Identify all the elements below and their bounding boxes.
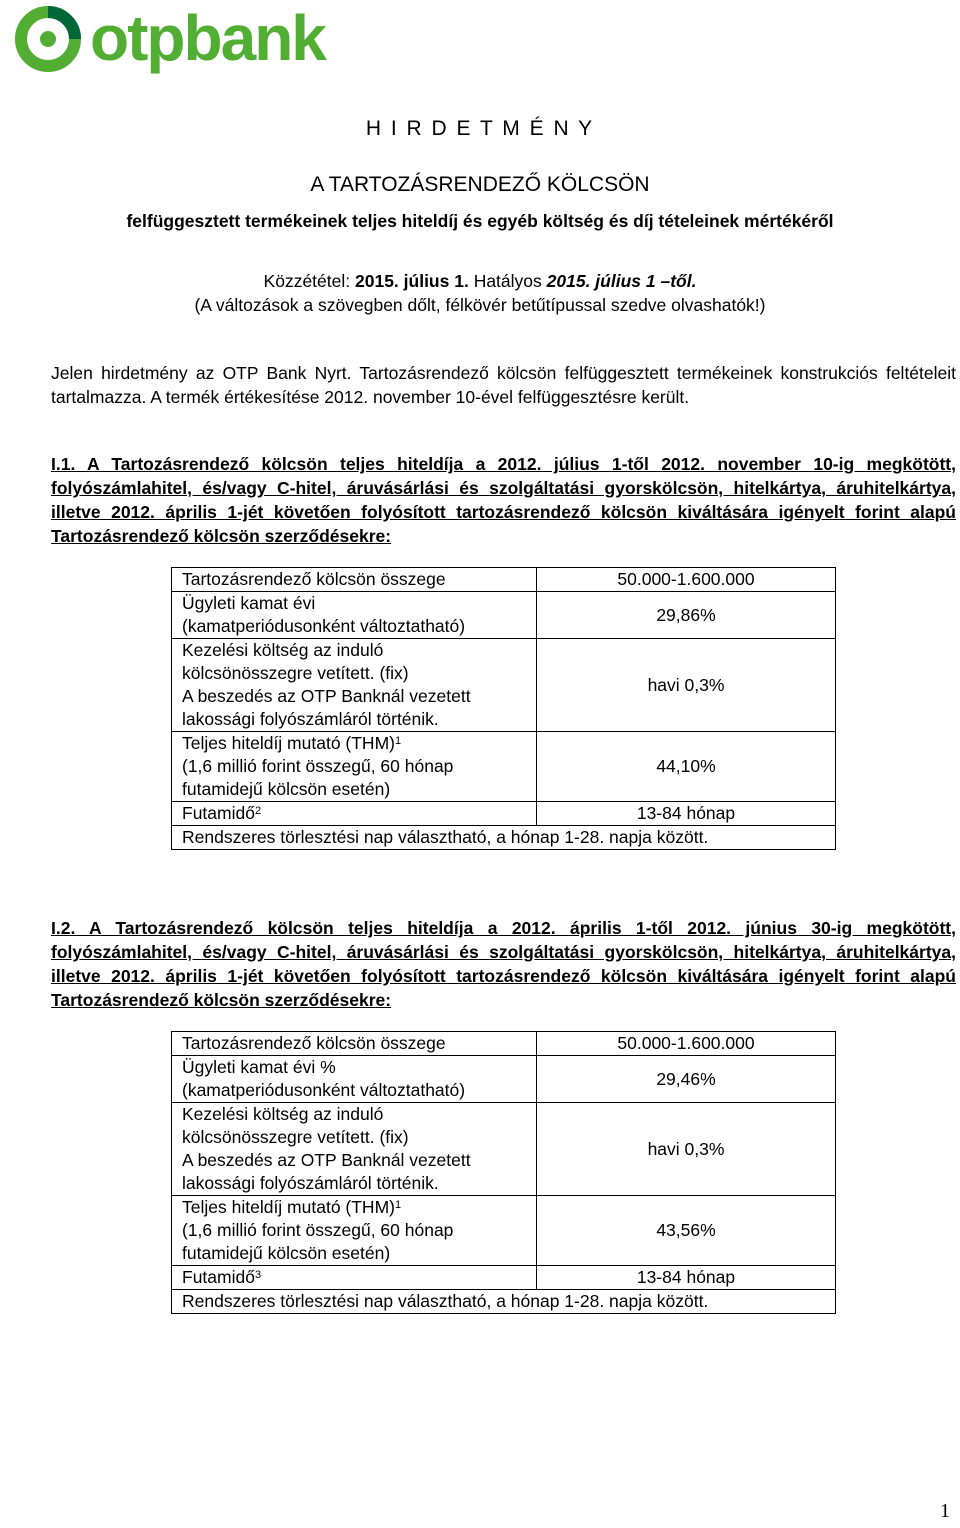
- term-value: 13-84 hónap: [537, 802, 836, 826]
- effective-label: Hatályos: [473, 271, 542, 291]
- page-number: 1: [940, 1500, 950, 1522]
- term-label-text: Futamidő: [182, 1267, 255, 1287]
- thm-label-line: [182, 1196, 526, 1219]
- document-subject: A TARTOZÁSRENDEZŐ KÖLCSÖN: [310, 173, 650, 196]
- fee-label-line: Kezelési költség az induló: [182, 640, 384, 660]
- term-value: 13-84 hónap: [537, 1266, 836, 1290]
- table-row: [172, 826, 836, 850]
- fee-label-line: kölcsönösszegre vetített. (fix): [182, 663, 409, 683]
- intro-paragraph: Jelen hirdetmény az OTP Bank Nyrt. Tartozásrendező kölcsön felfüggesztett termékeinek konstrukciós feltételeit tartalmazza. A termék értékesítése 2012. november 10-ével felfüggesztésre került.: [51, 363, 956, 407]
- section-1-table: [171, 567, 836, 850]
- table-row: [172, 1196, 836, 1266]
- thm-label-line: (1,6 millió forint összegű, 60 hónap: [182, 1220, 454, 1240]
- rate-value: 29,86%: [537, 592, 836, 639]
- table-row: [172, 639, 836, 732]
- table-row: [172, 1056, 836, 1103]
- thm-label-line: futamidejű kölcsön esetén): [182, 779, 391, 799]
- fee-label-line: lakossági folyószámláról történik.: [182, 709, 439, 729]
- rate-label-line: (kamatperiódusonként változtatható): [182, 616, 466, 636]
- footnote-ref: 1: [394, 1199, 402, 1211]
- table-row: [172, 592, 836, 639]
- change-note: (A változások a szövegben dőlt, félkövér betűtípussal szedve olvashatók!): [194, 295, 766, 315]
- thm-label: [172, 1196, 537, 1266]
- term-label-text: Futamidő: [182, 803, 255, 823]
- effective-date: 2015. július 1 –től.: [546, 271, 697, 291]
- rate-value: 29,46%: [537, 1056, 836, 1103]
- footnote-ref: 3: [254, 1269, 262, 1281]
- thm-value: 44,10%: [537, 732, 836, 802]
- footnote-ref: 1: [394, 735, 402, 747]
- publication-info: [0, 269, 960, 317]
- thm-label-line: futamidejű kölcsön esetén): [182, 1243, 391, 1263]
- fee-label-line: A beszedés az OTP Banknál vezetett: [182, 686, 471, 706]
- thm-label-text: Teljes hiteldíj mutató (THM): [182, 1197, 395, 1217]
- amount-label: Tartozásrendező kölcsön összege: [172, 568, 537, 592]
- table-row: [172, 568, 836, 592]
- fee-label-line: lakossági folyószámláról történik.: [182, 1173, 439, 1193]
- thm-label-line: [182, 732, 526, 755]
- otp-bank-logo: [14, 2, 344, 74]
- amount-value: 50.000-1.600.000: [537, 1032, 836, 1056]
- table-row: [172, 732, 836, 802]
- fee-label: [172, 1103, 537, 1196]
- logo-wordmark: otpbank: [90, 2, 325, 74]
- section-2-table: [171, 1031, 836, 1314]
- table-row: [172, 1266, 836, 1290]
- otp-logo-mark-icon: [14, 6, 90, 72]
- repayment-note: Rendszeres törlesztési nap választható, a hónap 1-28. napja között.: [172, 826, 836, 850]
- fee-label: [172, 639, 537, 732]
- footnote-ref: 2: [254, 805, 262, 817]
- thm-label: [172, 732, 537, 802]
- fee-label-line: A beszedés az OTP Banknál vezetett: [182, 1150, 471, 1170]
- publication-dates: [0, 269, 960, 293]
- fee-value: havi 0,3%: [537, 1103, 836, 1196]
- rate-label-line: Ügyleti kamat évi: [182, 593, 316, 613]
- thm-label-line: (1,6 millió forint összegű, 60 hónap: [182, 756, 454, 776]
- table-row: [172, 1032, 836, 1056]
- document-subtitle: felfüggesztett termékeinek teljes hiteldíj és egyéb költség és díj tételeinek mértékéről: [126, 211, 834, 231]
- fee-label-line: Kezelési költség az induló: [182, 1104, 384, 1124]
- publication-label: Közzététel:: [263, 271, 351, 291]
- term-label: [172, 1266, 537, 1290]
- fee-label-line: kölcsönösszegre vetített. (fix): [182, 1127, 409, 1147]
- thm-value: 43,56%: [537, 1196, 836, 1266]
- rate-label: [172, 592, 537, 639]
- thm-label-text: Teljes hiteldíj mutató (THM): [182, 733, 395, 753]
- repayment-note: Rendszeres törlesztési nap választható, a hónap 1-28. napja között.: [172, 1290, 836, 1314]
- term-label: [172, 802, 537, 826]
- publication-date: 2015. július 1.: [355, 271, 469, 291]
- document-title: H I R D E T M É N Y: [365, 117, 595, 140]
- fee-value: havi 0,3%: [537, 639, 836, 732]
- amount-value: 50.000-1.600.000: [537, 568, 836, 592]
- table-row: [172, 1103, 836, 1196]
- table-row: [172, 1290, 836, 1314]
- rate-label: [172, 1056, 537, 1103]
- rate-label-line: Ügyleti kamat évi %: [182, 1057, 336, 1077]
- amount-label: Tartozásrendező kölcsön összege: [172, 1032, 537, 1056]
- rate-label-line: (kamatperiódusonként változtatható): [182, 1080, 466, 1100]
- section-1-heading: I.1. A Tartozásrendező kölcsön teljes hiteldíja a 2012. július 1-től 2012. november 10-ig megkötött, folyószámlahitel, és/vagy C-hitel, áruvásárlási és szolgáltatási gyorskölcsön, hitelkártya, áruhitelkártya, illetve 2012. április 1-jét követően folyósított tartozásrendező kölcsön kiváltására igényelt forint alapú Tartozásrendező kölcsön szerződésekre:: [51, 454, 956, 546]
- section-2-heading: I.2. A Tartozásrendező kölcsön teljes hiteldíja a 2012. április 1-től 2012. június 30-ig megkötött, folyószámlahitel, és/vagy C-hitel, áruvásárlási és szolgáltatási gyorskölcsön, hitelkártya, áruhitelkártya, illetve 2012. április 1-jét követően folyósított tartozásrendező kölcsön kiváltására igényelt forint alapú Tartozásrendező kölcsön szerződésekre:: [51, 918, 956, 1010]
- table-row: [172, 802, 836, 826]
